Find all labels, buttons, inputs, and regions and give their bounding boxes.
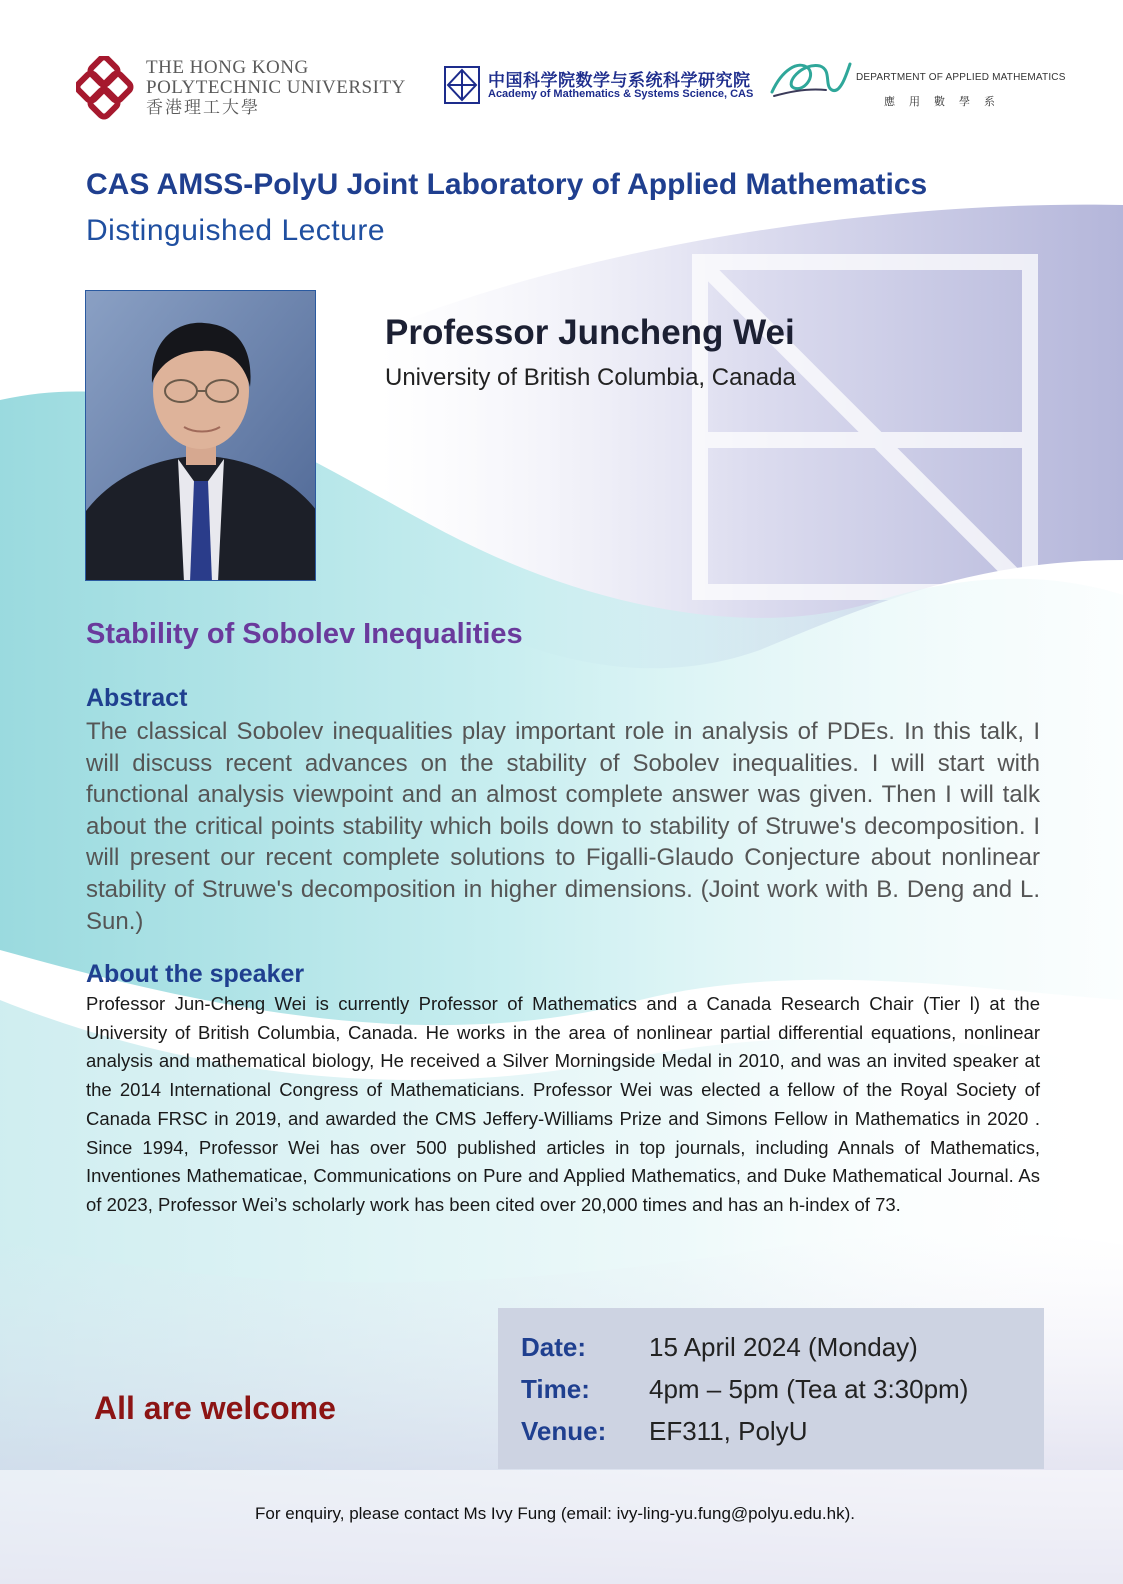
talk-title: Stability of Sobolev Inequalities [86,618,523,650]
polyu-name-chinese: 香港理工大學 [146,98,260,117]
abstract-text: The classical Sobolev inequalities play important role in analysis of PDEs. In this talk, I will discuss recent advances on the stability of Sobolev inequalities. I will start with functional analysis viewpoint and an almost complete answer was given. Then I will talk about the critical points stability which boils down to stability of Struwe's decomposition. I will present our recent complete solutions to Figalli-Glaudo Conjecture about nonlinear stability of Struwe's decomposition in higher dimensions. (Joint work with B. Deng and L. Sun.) [86,718,1040,935]
venue-label: Venue: [521,1416,607,1446]
abstract-heading: Abstract [86,684,188,712]
speaker-portrait [86,291,316,581]
welcome-message: All are welcome [94,1390,336,1426]
amss-name-english: Academy of Mathematics & Systems Science, CAS [488,88,754,100]
amss-emblem-icon [444,66,480,104]
about-speaker-text: Professor Jun-Cheng Wei is currently Professor of Mathematics and a Canada Research Chair (Tier l) at the University of British Columbia, Canada. He works in the area of nonlinear partial differential equations, nonlinear analysis and mathematical biology, He received a Silver Morningside Medal in 2010, and was an invited speaker at the 2014 International Congress of Mathematicians. Professor Wei was elected a fellow of the Royal Society of Canada FRSC in 2019, and awarded the CMS Jeffery-Williams Prize and Simons Fellow in Mathematics in 2020 . Since 1994, Professor Wei has over 500 published articles in top journals, including Annals of Mathematics, Inventiones Mathematicae, Communications on Pure and Applied Mathematics, and Duke Mathematical Journal. As of 2023, Professor Wei’s scholarly work has been cited over 20,000 times and has an h-index of 73. [86,993,1040,1215]
amss-logo [444,64,754,108]
speaker-name: Professor Juncheng Wei [385,313,795,352]
time-value: 4pm – 5pm (Tea at 3:30pm) [649,1374,969,1404]
date-value: 15 April 2024 (Monday) [649,1332,918,1362]
date-label: Date: [521,1332,587,1362]
event-details-box [498,1308,1044,1469]
lecture-type: Distinguished Lecture [86,214,386,247]
polyu-name-line2: POLYTECHNIC UNIVERSITY [146,77,406,98]
speaker-affiliation: University of British Columbia, Canada [385,364,796,391]
ama-name-english: DEPARTMENT OF APPLIED MATHEMATICS [856,72,1066,83]
ama-wave-icon [768,56,856,116]
polyu-name-line1: THE HONG KONG [146,57,309,78]
amss-name-chinese: 中国科学院数学与系统科学研究院 [488,71,751,90]
polyu-emblem-icon [76,56,140,120]
lab-title: CAS AMSS-PolyU Joint Laboratory of Applied Mathematics [86,168,928,201]
ama-logo [768,56,1066,120]
speaker-photo [85,290,316,581]
ama-name-chinese: 應用數學系 [884,96,1009,108]
enquiry-contact: For enquiry, please contact Ms Ivy Fung (email: ivy-ling-yu.fung@polyu.edu.hk). [255,1504,855,1523]
about-speaker-heading: About the speaker [86,960,305,988]
venue-value: EF311, PolyU [649,1416,808,1446]
time-label: Time: [521,1374,590,1404]
polyu-logo [76,56,416,122]
